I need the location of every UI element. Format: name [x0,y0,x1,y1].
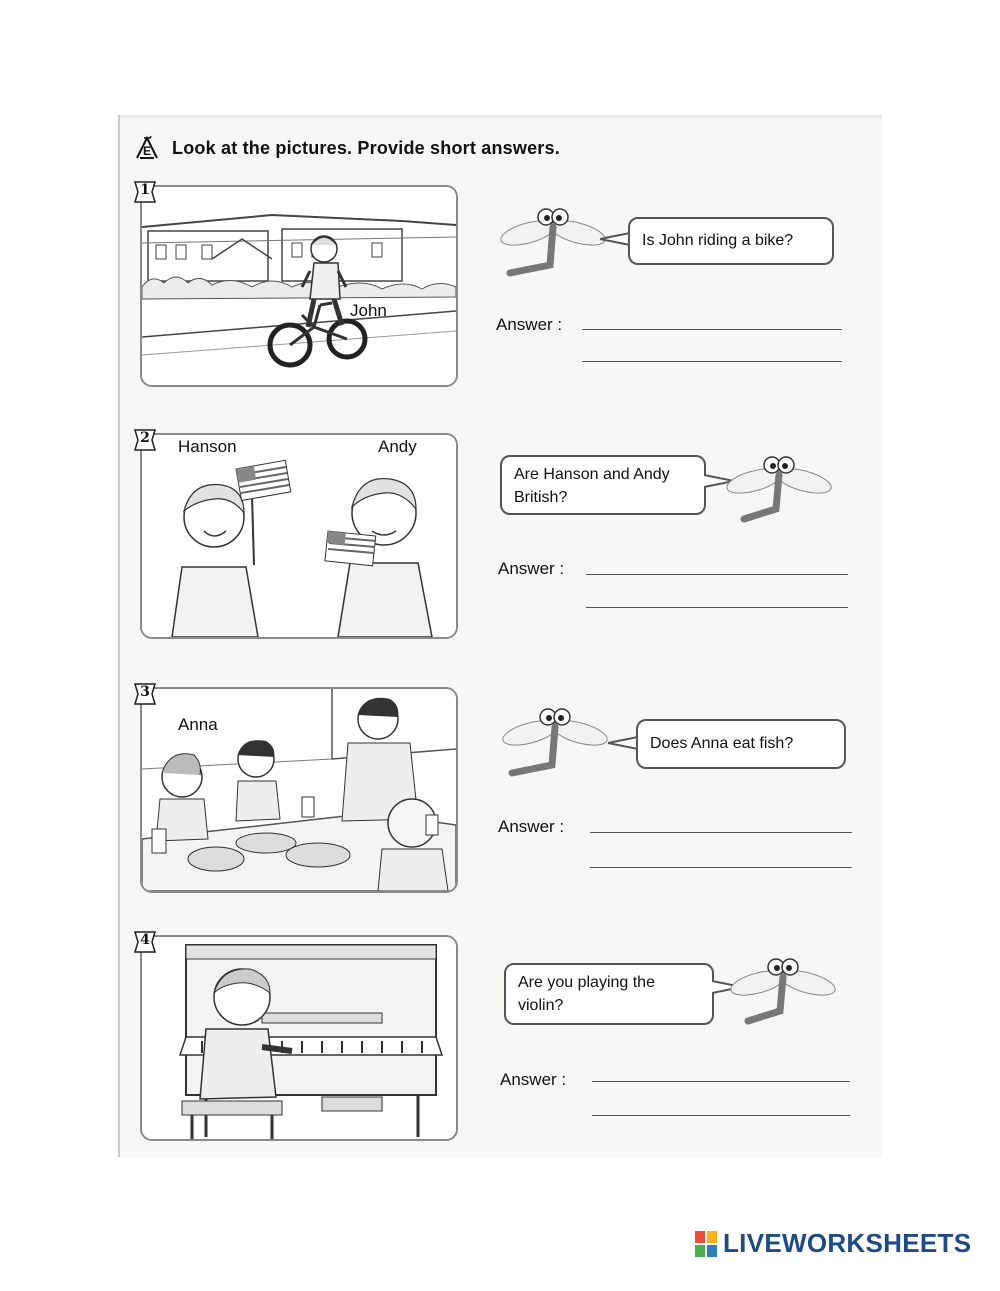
bike-scene-illustration [142,187,456,385]
picture-2-boys-with-flags [140,433,458,639]
answer-line[interactable] [586,607,848,608]
question-bubble [636,719,846,769]
picture-label: Anna [178,715,218,734]
picture-label: Andy [378,437,417,456]
item-number: 2 [140,430,150,446]
svg-text:E: E [142,144,152,158]
liveworksheets-logo-icon [695,1231,717,1257]
worksheet [118,115,882,1157]
item-number: 4 [140,932,150,948]
answer-line[interactable] [592,1115,850,1116]
picture-4-boy-at-piano [140,935,458,1141]
question-text: Are you playing the violin? [518,974,655,1014]
pencil-e-icon [134,135,160,161]
answer-line[interactable] [590,832,852,833]
picture-1-boy-on-bike [140,185,458,387]
dragonfly-icon [724,451,834,531]
dragonfly-icon [498,203,608,283]
answer-line[interactable] [582,329,842,330]
answer-line[interactable] [582,361,842,362]
picture-label: Hanson [178,437,237,456]
brand-name: LIVEWORKSHEETS [723,1228,972,1258]
instruction [134,135,560,161]
question-text: Is John riding a bike? [642,232,794,249]
item-number: 3 [140,684,150,700]
dragonfly-icon [728,953,838,1033]
liveworksheets-brand [695,1228,971,1259]
answer-line[interactable] [586,574,848,575]
bubble-tail [608,733,638,753]
flags-scene-illustration [142,435,456,637]
answer-label: Answer : [500,1070,567,1089]
number-badge [132,179,158,205]
question-text: Does Anna eat fish? [650,735,794,752]
question-bubble [500,455,706,515]
question-bubble [504,963,714,1025]
answer-label: Answer : [498,817,565,836]
bubble-tail [600,229,630,249]
question-text: Are Hanson and Andy British? [514,466,670,506]
number-badge [132,427,158,453]
answer-line[interactable] [590,867,852,868]
number-badge [132,929,158,955]
answer-label: Answer : [496,315,563,334]
picture-label: John [350,301,387,320]
number-badge [132,681,158,707]
piano-scene-illustration [142,937,456,1139]
answer-label: Answer : [498,559,565,578]
question-bubble [628,217,834,265]
answer-line[interactable] [592,1081,850,1082]
instruction-text: Look at the pictures. Provide short answers. [172,137,560,158]
sheet-edge [120,115,882,121]
item-number: 1 [140,182,150,198]
dragonfly-icon [500,703,610,783]
